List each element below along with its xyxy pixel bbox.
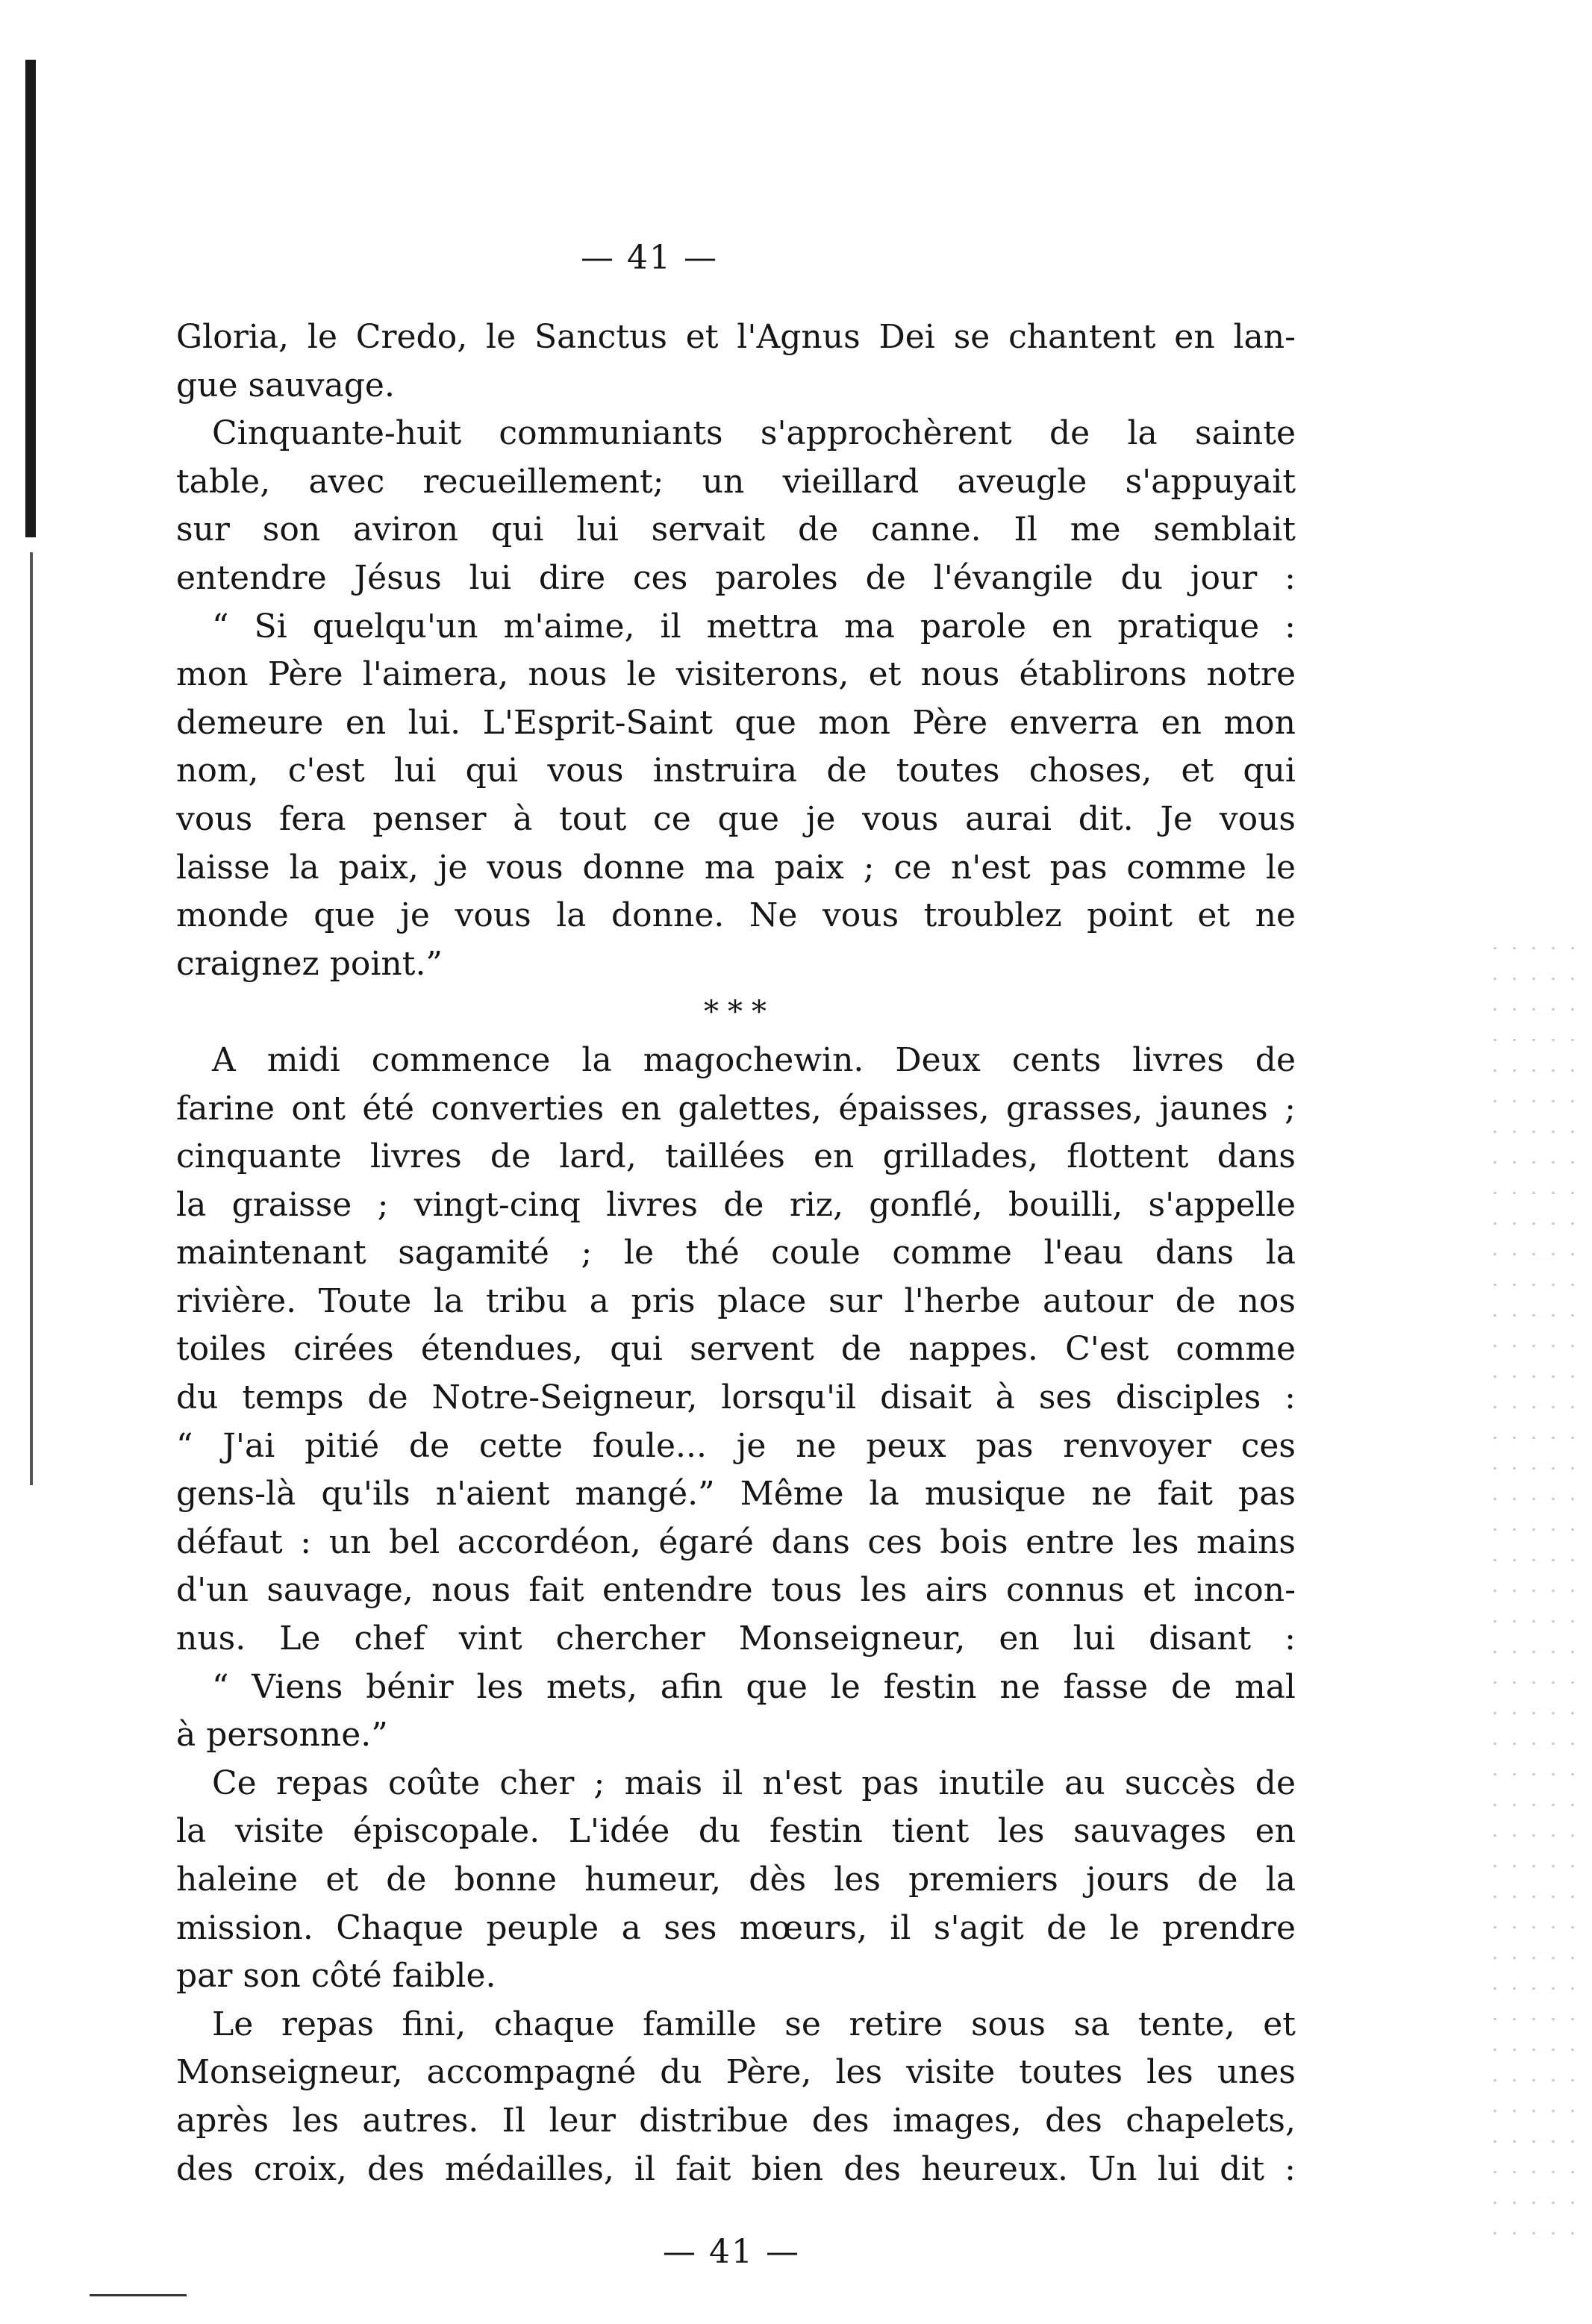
text-line: sur son aviron qui lui servait de canne. Il me semblait bbox=[176, 510, 1296, 549]
text-line: Monseigneur, accompagné du Père, les visite toutes les unes bbox=[176, 2053, 1296, 2092]
text-line: à personne.” bbox=[176, 1716, 388, 1755]
text-line: d'un sauvage, nous fait entendre tous les airs connus et incon- bbox=[176, 1571, 1296, 1610]
text-line: craignez point.” bbox=[176, 944, 443, 983]
text-line: entendre Jésus lui dire ces paroles de l'évangile du jour : bbox=[176, 558, 1296, 597]
text-line: des croix, des médailles, il fait bien des heureux. Un lui dit : bbox=[176, 2149, 1296, 2188]
text-line: Le repas fini, chaque famille se retire sous sa tente, et bbox=[212, 2005, 1296, 2043]
text-line: mon Père l'aimera, nous le visiterons, et nous établirons notre bbox=[176, 655, 1296, 694]
page-number-header: — 41 — bbox=[581, 239, 718, 277]
text-line: cinquante livres de lard, taillées en grillades, flottent dans bbox=[176, 1137, 1296, 1176]
text-line: Gloria, le Credo, le Sanctus et l'Agnus Dei se chantent en lan- bbox=[176, 318, 1296, 356]
text-line: après les autres. Il leur distribue des images, des chapelets, bbox=[176, 2101, 1296, 2140]
text-line: demeure en lui. L'Esprit-Saint que mon Père enverra en mon bbox=[176, 703, 1296, 742]
asterism-divider: * * * bbox=[704, 995, 768, 1030]
text-line: mission. Chaque peuple a ses mœurs, il s'agit de le prendre bbox=[176, 1908, 1296, 1947]
text-line: “ J'ai pitié de cette foule... je ne peux pas renvoyer ces bbox=[176, 1426, 1296, 1465]
text-line: défaut : un bel accordéon, égaré dans ces bois entre les mains bbox=[176, 1522, 1296, 1561]
page-number-footer: — 41 — bbox=[663, 2233, 800, 2271]
binding-shadow-lower bbox=[30, 552, 33, 1485]
text-line: nom, c'est lui qui vous instruira de toutes choses, et qui bbox=[176, 752, 1296, 790]
binding-shadow bbox=[25, 60, 36, 537]
text-line: farine ont été converties en galettes, épaisses, grasses, jaunes ; bbox=[176, 1089, 1296, 1128]
text-line: nus. Le chef vint chercher Monseigneur, en lui disant : bbox=[176, 1619, 1296, 1658]
text-line: la graisse ; vingt-cinq livres de riz, gonflé, bouilli, s'appelle bbox=[176, 1185, 1296, 1224]
text-line: laisse la paix, je vous donne ma paix ; ce n'est pas comme le bbox=[176, 848, 1296, 887]
text-line: la visite épiscopale. L'idée du festin tient les sauvages en bbox=[176, 1812, 1296, 1851]
text-line: haleine et de bonne humeur, dès les premiers jours de la bbox=[176, 1861, 1296, 1899]
text-line: maintenant sagamité ; le thé coule comme l'eau dans la bbox=[176, 1234, 1296, 1272]
text-line: par son côté faible. bbox=[176, 1957, 496, 1996]
text-line: table, avec recueillement; un vieillard aveugle s'appuyait bbox=[176, 462, 1296, 501]
text-line: Cinquante-huit communiants s'approchèrent de la sainte bbox=[212, 414, 1296, 453]
text-line: “ Si quelqu'un m'aime, il mettra ma parole en pratique : bbox=[212, 607, 1296, 646]
text-line: Ce repas coûte cher ; mais il n'est pas inutile au succès de bbox=[212, 1764, 1296, 1802]
text-line: vous fera penser à tout ce que je vous aurai dit. Je vous bbox=[176, 799, 1296, 838]
bottom-rule bbox=[90, 2294, 187, 2296]
text-line: gens-là qu'ils n'aient mangé.” Même la musique ne fait pas bbox=[176, 1475, 1296, 1514]
text-line: A midi commence la magochewin. Deux cents livres de bbox=[212, 1040, 1296, 1079]
text-line: gue sauvage. bbox=[176, 366, 395, 404]
text-line: monde que je vous la donne. Ne vous troublez point et ne bbox=[176, 896, 1296, 935]
body-text bbox=[176, 313, 1296, 2193]
text-line: “ Viens bénir les mets, afin que le festin ne fasse de mal bbox=[212, 1667, 1296, 1706]
scan-noise bbox=[1485, 933, 1575, 2239]
text-line: rivière. Toute la tribu a pris place sur l'herbe autour de nos bbox=[176, 1281, 1296, 1320]
text-line: du temps de Notre-Seigneur, lorsqu'il disait à ses disciples : bbox=[176, 1378, 1296, 1417]
text-line: toiles cirées étendues, qui servent de nappes. C'est comme bbox=[176, 1330, 1296, 1369]
